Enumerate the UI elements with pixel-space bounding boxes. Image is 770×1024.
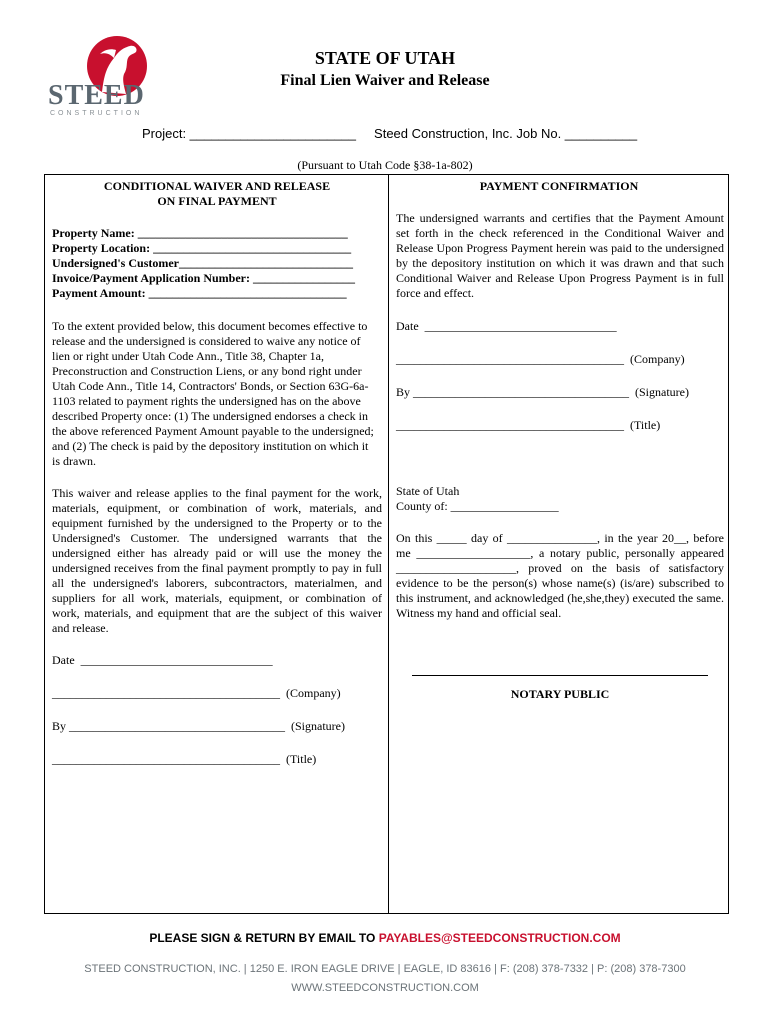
document-subtitle: Final Lien Waiver and Release — [280, 72, 490, 89]
pursuant-note: (Pursuant to Utah Code §38-1a-802) — [297, 158, 473, 172]
field-property-name[interactable]: Property Name: ___________________________________ — [52, 226, 348, 240]
field-payment-amount[interactable]: Payment Amount: _________________________________ — [52, 286, 347, 300]
right-sig-date[interactable]: Date ________________________________ — [396, 319, 617, 333]
notary-county[interactable]: County of: __________________ — [396, 499, 559, 513]
left-sig-date[interactable]: Date ________________________________ — [52, 653, 273, 667]
left-paragraph-1: To the extent provided below, this document becomes effective to release and the undersigned is considered to waive any notice of lien or right under Utah Code Ann., Title 38, Chapter 1a, Preconstruction and Construction Liens, or any bond right under Utah Code Ann., Title 14, Contractors' Bonds, or Section 63G-6a-1103 related to payment rights the undersigned has on the above described Property once: (1) The undersigned endorses a check in the above referenced Payment Amount payable to the undersigned; and (2) The check is paid by the depository institution on which it is drawn. — [52, 319, 374, 468]
logo-wordmark: STEED — [48, 80, 145, 111]
right-sig-by[interactable]: By ____________________________________ (Signature) — [396, 385, 689, 399]
left-heading-2: ON FINAL PAYMENT — [157, 194, 277, 208]
return-instructions-text: PLEASE SIGN & RETURN BY EMAIL TO — [149, 931, 379, 945]
right-sig-company[interactable]: ______________________________________ (Company) — [396, 352, 685, 366]
logo-subtitle: CONSTRUCTION — [50, 110, 143, 117]
company-website-link[interactable]: WWW.STEEDCONSTRUCTION.COM — [291, 982, 479, 994]
return-instructions — [0, 931, 770, 945]
right-sig-title[interactable]: ______________________________________ (Title) — [396, 418, 661, 432]
company-address: STEED CONSTRUCTION, INC. | 1250 E. IRON EAGLE DRIVE | EAGLE, ID 83616 | F: (208) 378-7332 | P: (208) 378-7300 — [84, 963, 686, 975]
notary-state: State of Utah — [396, 484, 460, 498]
notary-label: NOTARY PUBLIC — [510, 687, 610, 701]
left-column — [52, 179, 382, 209]
field-invoice-number[interactable]: Invoice/Payment Application Number: _________________ — [52, 271, 355, 285]
left-sig-company[interactable]: ______________________________________ (Company) — [52, 686, 341, 700]
project-line: Project: _______________________ Steed Construction, Inc. Job No. __________ — [142, 126, 638, 141]
notary-paragraph: On this _____ day of _______________, in the year 20__, before me ___________________, a notary public, personally appeared ____________________, proved on the basis of satisfactory evidence to be the person(s) whose name(s) (is/are) subscribed to this instrument, and acknowledged (he,she,they) executed the same. Witness my hand and official seal. — [396, 531, 724, 620]
notary-signature-line[interactable] — [412, 675, 708, 676]
right-heading: PAYMENT CONFIRMATION — [479, 179, 639, 193]
column-divider — [388, 174, 389, 914]
left-paragraph-2: This waiver and release applies to the final payment for the work, materials, equipment, or combination of work, materials, and equipment furnished by the undersigned to the Property or to the Undersigned's Customer. The undersigned warrants that the undersigned either has already paid or will use the money the undersigned receives from the final payment promptly to pay in full all the undersigned's laborers, subcontractors, materialmen, and suppliers for all work, materials, equipment, or combination of work, materials, and equipment that are the subject of this waiver and release. — [52, 486, 382, 635]
payables-email-link[interactable]: PAYABLES@STEEDCONSTRUCTION.COM — [378, 931, 621, 945]
document-title: STATE OF UTAH — [314, 48, 456, 68]
left-heading-1: CONDITIONAL WAIVER AND RELEASE — [103, 179, 331, 193]
property-fields — [52, 226, 388, 301]
left-sig-by[interactable]: By ____________________________________ (Signature) — [52, 719, 345, 733]
right-paragraph: The undersigned warrants and certifies that the Payment Amount set forth in the check referenced in the Conditional Waiver and Release Upon Progress Payment herein was paid to the undersigned by the depository institution on which it was drawn and that such Conditional Waiver and Release Upon Progress Payment is in full force and effect. — [396, 211, 724, 300]
field-undersigned-customer[interactable]: Undersigned's Customer_____________________________ — [52, 256, 354, 270]
field-property-location[interactable]: Property Location: _________________________________ — [52, 241, 352, 255]
left-sig-title[interactable]: ______________________________________ (Title) — [52, 752, 317, 766]
